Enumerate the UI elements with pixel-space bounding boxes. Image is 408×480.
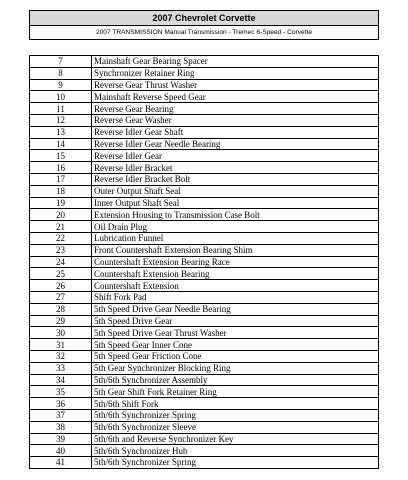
document-subtitle: 2007 TRANSMISSION Manual Transmission - Tremec 6-Speed - Corvette	[95, 29, 313, 36]
part-number-cell: 17	[30, 173, 92, 185]
table-row	[30, 221, 379, 233]
part-number-cell: 32	[30, 350, 92, 362]
table-row	[30, 232, 379, 244]
part-number-cell: 9	[30, 79, 92, 91]
table-row	[30, 185, 379, 197]
table-row	[30, 162, 379, 174]
part-description-cell: 5th/6th Shift Fork	[92, 398, 379, 410]
part-description-cell: 5th/6th Synchronizer Hub	[92, 445, 379, 457]
table-row	[30, 291, 379, 303]
part-description-cell: Outer Output Shaft Seal	[92, 185, 379, 197]
part-description-cell: Mainshaft Gear Bearing Spacer	[92, 56, 379, 68]
part-description-cell: 5th/6th and Reverse Synchronizer Key	[92, 433, 379, 445]
part-description-cell: Reverse Idler Gear Needle Bearing	[92, 138, 379, 150]
part-number-cell: 28	[30, 303, 92, 315]
part-description-cell: Reverse Idler Bracket	[92, 162, 379, 174]
table-row	[30, 350, 379, 362]
part-number-cell: 13	[30, 126, 92, 138]
part-number-cell: 10	[30, 91, 92, 103]
table-row	[30, 256, 379, 268]
part-number-cell: 39	[30, 433, 92, 445]
part-description-cell: 5th Gear Shift Fork Retainer Ring	[92, 386, 379, 398]
part-number-cell: 23	[30, 244, 92, 256]
table-row	[30, 386, 379, 398]
part-number-cell: 8	[30, 67, 92, 79]
part-number-cell: 30	[30, 327, 92, 339]
part-description-cell: Countershaft Extension Bearing	[92, 268, 379, 280]
part-number-cell: 21	[30, 221, 92, 233]
table-row	[30, 244, 379, 256]
table-row	[30, 91, 379, 103]
table-row	[30, 280, 379, 292]
table-row	[30, 150, 379, 162]
part-description-cell: Extension Housing to Transmission Case Bolt	[92, 209, 379, 221]
table-row	[30, 303, 379, 315]
part-number-cell: 12	[30, 114, 92, 126]
part-description-cell: Reverse Idler Bracket Bolt	[92, 173, 379, 185]
part-description-cell: 5th/6th Synchronizer Sleeve	[92, 421, 379, 433]
part-number-cell: 20	[30, 209, 92, 221]
part-description-cell: Reverse Gear Washer	[92, 114, 379, 126]
part-number-cell: 15	[30, 150, 92, 162]
part-number-cell: 34	[30, 374, 92, 386]
part-number-cell: 16	[30, 162, 92, 174]
part-number-cell: 38	[30, 421, 92, 433]
part-description-cell: Shift Fork Pad	[92, 291, 379, 303]
part-number-cell: 41	[30, 457, 92, 469]
table-row	[30, 457, 379, 469]
part-number-cell: 31	[30, 339, 92, 351]
part-description-cell: 5th Speed Drive Gear Needle Bearing	[92, 303, 379, 315]
table-row	[30, 433, 379, 445]
part-description-cell: Front Countershaft Extension Bearing Shim	[92, 244, 379, 256]
part-description-cell: Synchronizer Retainer Ring	[92, 67, 379, 79]
table-row	[30, 445, 379, 457]
table-row	[30, 138, 379, 150]
part-number-cell: 26	[30, 280, 92, 292]
table-row	[30, 339, 379, 351]
part-description-cell: Mainshaft Reverse Speed Gear	[92, 91, 379, 103]
part-number-cell: 11	[30, 103, 92, 115]
part-number-cell: 27	[30, 291, 92, 303]
part-number-cell: 37	[30, 409, 92, 421]
part-description-cell: 5th Speed Gear Friction Cone	[92, 350, 379, 362]
part-description-cell: Oil Drain Plug	[92, 221, 379, 233]
table-row	[30, 268, 379, 280]
part-description-cell: Reverse Gear Thrust Washer	[92, 79, 379, 91]
part-description-cell: Reverse Idler Gear Shaft	[92, 126, 379, 138]
document-title: 2007 Chevrolet Corvette	[30, 11, 378, 26]
part-description-cell: Lubrication Funnel	[92, 232, 379, 244]
table-row	[30, 209, 379, 221]
part-description-cell: Reverse Idler Gear	[92, 150, 379, 162]
part-description-cell: 5th Speed Gear Inner Cone	[92, 339, 379, 351]
parts-table-body	[30, 56, 379, 469]
part-number-cell: 25	[30, 268, 92, 280]
part-number-cell: 24	[30, 256, 92, 268]
table-row	[30, 79, 379, 91]
table-row	[30, 374, 379, 386]
table-row	[30, 126, 379, 138]
part-number-cell: 14	[30, 138, 92, 150]
part-number-cell: 40	[30, 445, 92, 457]
table-row	[30, 114, 379, 126]
part-number-cell: 22	[30, 232, 92, 244]
part-number-cell: 29	[30, 315, 92, 327]
parts-table	[29, 55, 379, 469]
part-number-cell: 36	[30, 398, 92, 410]
part-description-cell: 5th Speed Drive Gear Thrust Washer	[92, 327, 379, 339]
part-number-cell: 33	[30, 362, 92, 374]
document-header	[29, 10, 379, 40]
table-row	[30, 103, 379, 115]
part-description-cell: 5th Speed Drive Gear	[92, 315, 379, 327]
part-number-cell: 35	[30, 386, 92, 398]
part-description-cell: 5th/6th Synchronizer Assembly	[92, 374, 379, 386]
part-description-cell: Countershaft Extension	[92, 280, 379, 292]
part-description-cell: Countershaft Extension Bearing Race	[92, 256, 379, 268]
table-row	[30, 56, 379, 68]
table-row	[30, 362, 379, 374]
part-number-cell: 19	[30, 197, 92, 209]
part-description-cell: 5th/6th Synchronizer Spring	[92, 409, 379, 421]
part-number-cell: 18	[30, 185, 92, 197]
part-description-cell: Reverse Gear Bearing	[92, 103, 379, 115]
part-description-cell: 5th/6th Synchronizer Spring	[92, 457, 379, 469]
table-row	[30, 327, 379, 339]
table-row	[30, 409, 379, 421]
table-row	[30, 421, 379, 433]
table-row	[30, 197, 379, 209]
table-row	[30, 315, 379, 327]
part-description-cell: Inner Output Shaft Seal	[92, 197, 379, 209]
table-row	[30, 398, 379, 410]
part-description-cell: 5th Gear Synchronizer Blocking Ring	[92, 362, 379, 374]
part-number-cell: 7	[30, 56, 92, 68]
table-row	[30, 67, 379, 79]
table-row	[30, 173, 379, 185]
